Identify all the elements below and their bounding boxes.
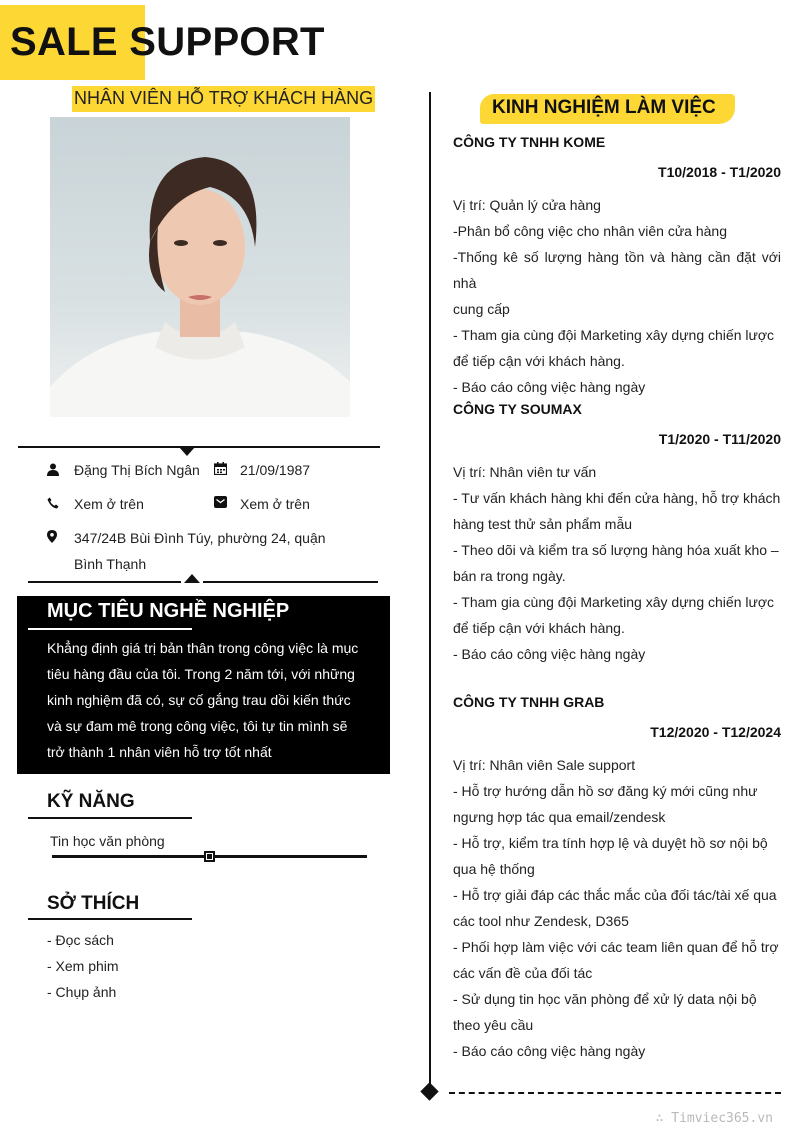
objective-text xyxy=(47,635,367,765)
job-detail-line: - Tư vấn khách hàng khi đến cửa hàng, hỗ trợ khách xyxy=(453,490,781,506)
job-detail-line: -Phân bổ công việc cho nhân viên cửa hàng xyxy=(453,223,728,239)
company-name: CÔNG TY SOUMAX xyxy=(453,401,582,417)
objective-title-underline xyxy=(28,628,192,630)
experience-title: KINH NGHIỆM LÀM VIỆC xyxy=(492,97,716,118)
email: Xem ở trên xyxy=(240,496,310,512)
job-detail-line: - Theo dõi và kiểm tra số lượng hàng hóa xuất kho – xyxy=(453,542,779,558)
dashed-footer-line xyxy=(449,1092,781,1094)
job-detail-line: - Hỗ trợ giải đáp các thắc mắc của đối tác/tài xế qua xyxy=(453,887,777,903)
job-detail-line: hàng test thử sản phẩm mẫu xyxy=(453,516,633,532)
objective-line: tiêu hàng đầu của tôi. Trong 2 năm tới, với những xyxy=(47,666,355,682)
job-detail-line: - Phối hợp làm việc với các team liên quan để hỗ trợ xyxy=(453,939,779,955)
objective-line: kinh nghiệm đã có, sự cố gắng trau dồi kiến thức xyxy=(47,692,351,708)
portrait-image xyxy=(50,117,350,417)
hobby-item: - Chụp ảnh xyxy=(47,984,117,1000)
job-detail-line: cung cấp xyxy=(453,301,510,317)
phone: Xem ở trên xyxy=(74,496,144,512)
envelope-icon xyxy=(213,495,227,509)
job-detail-line: theo yêu cầu xyxy=(453,1017,534,1033)
job-detail-line: - Hỗ trợ hướng dẫn hồ sơ đăng ký mới cũng như xyxy=(453,783,758,799)
info-divider-bottom-left xyxy=(28,581,181,583)
job-detail-line: Vị trí: Nhân viên tư vấn xyxy=(453,464,597,480)
skill-name: Tin học văn phòng xyxy=(50,833,165,849)
job-detail-line: - Tham gia cùng đội Marketing xây dựng chiến lược xyxy=(453,327,775,343)
map-pin-icon xyxy=(45,529,59,543)
watermark-text: ∴ Timviec365.vn xyxy=(655,1111,773,1126)
job-detail-line: bán ra trong ngày. xyxy=(453,568,566,584)
job-detail-line: - Báo cáo công việc hàng ngày xyxy=(453,379,646,395)
job-detail-line: ngưng hợp tác qua email/zendesk xyxy=(453,809,666,825)
cv-title: SALE SUPPORT xyxy=(10,20,325,64)
job-detail-line: - Tham gia cùng đội Marketing xây dựng chiến lược xyxy=(453,594,775,610)
full-name: Đặng Thị Bích Ngân xyxy=(74,462,200,478)
hobby-item: - Xem phim xyxy=(47,958,119,974)
job-period: T12/2020 - T12/2024 xyxy=(650,724,781,740)
job-detail-line: các vấn đề của đối tác xyxy=(453,965,593,981)
job-detail-line: - Báo cáo công việc hàng ngày xyxy=(453,1043,646,1059)
info-divider-top xyxy=(18,446,380,448)
hobbies-title: SỞ THÍCH xyxy=(47,893,140,914)
profile-photo xyxy=(50,117,350,417)
birthday: 21/09/1987 xyxy=(240,462,311,478)
job-detail-line: Vị trí: Quản lý cửa hàng xyxy=(453,197,601,213)
objective-title: MỤC TIÊU NGHỀ NGHIỆP xyxy=(47,600,290,622)
job-detail-line: Vị trí: Nhân viên Sale support xyxy=(453,757,636,773)
hobby-item: - Đọc sách xyxy=(47,932,114,948)
objective-line: trở thành 1 nhân viên hỗ trợ tốt nhất xyxy=(47,744,272,760)
job-detail-line: - Hỗ trợ, kiểm tra tính hợp lệ và duyệt hồ sơ nội bộ xyxy=(453,835,768,851)
objective-line: Khẳng định giá trị bản thân trong công việc là mục xyxy=(47,640,359,656)
phone-icon xyxy=(46,496,60,510)
user-icon xyxy=(46,462,60,476)
company-name: CÔNG TY TNHH KOME xyxy=(453,134,606,150)
job-details xyxy=(453,752,781,1064)
job-period: T10/2018 - T1/2020 xyxy=(658,164,781,180)
job-detail-line: -Thống kê số lượng hàng tồn và hàng cần đặt với nhà xyxy=(453,249,781,291)
calendar-icon xyxy=(213,461,227,475)
company-name: CÔNG TY TNHH GRAB xyxy=(453,694,605,710)
skills-title: KỸ NĂNG xyxy=(47,791,135,812)
career-objective-section xyxy=(17,596,390,774)
job-detail-line: - Báo cáo công việc hàng ngày xyxy=(453,646,646,662)
divider-arrow-down xyxy=(179,447,195,456)
hobbies-title-underline xyxy=(28,918,192,920)
divider-arrow-up xyxy=(184,574,200,583)
column-divider xyxy=(429,92,431,1084)
objective-line: và sự đam mê trong công việc, tôi tự tin mình sẽ xyxy=(47,718,348,734)
skills-title-underline xyxy=(28,817,192,819)
job-detail-line: - Sử dụng tin học văn phòng để xử lý data nội bộ xyxy=(453,991,757,1007)
job-title: NHÂN VIÊN HỖ TRỢ KHÁCH HÀNG xyxy=(72,86,375,112)
info-divider-bottom-right xyxy=(203,581,378,583)
job-detail-line: để tiếp cận với khách hàng. xyxy=(453,353,625,369)
address-line-1: 347/24B Bùi Đình Túy, phường 24, quận xyxy=(74,530,326,546)
job-details xyxy=(453,192,781,400)
divider-diamond xyxy=(420,1082,438,1100)
job-detail-line: qua hệ thống xyxy=(453,861,535,877)
job-details xyxy=(453,459,781,667)
job-detail-line: để tiếp cận với khách hàng. xyxy=(453,620,625,636)
address-line-2: Bình Thạnh xyxy=(74,556,147,572)
skill-level-marker xyxy=(204,851,215,862)
job-period: T1/2020 - T11/2020 xyxy=(658,431,781,447)
job-detail-line: các tool như Zendesk, D365 xyxy=(453,913,629,929)
